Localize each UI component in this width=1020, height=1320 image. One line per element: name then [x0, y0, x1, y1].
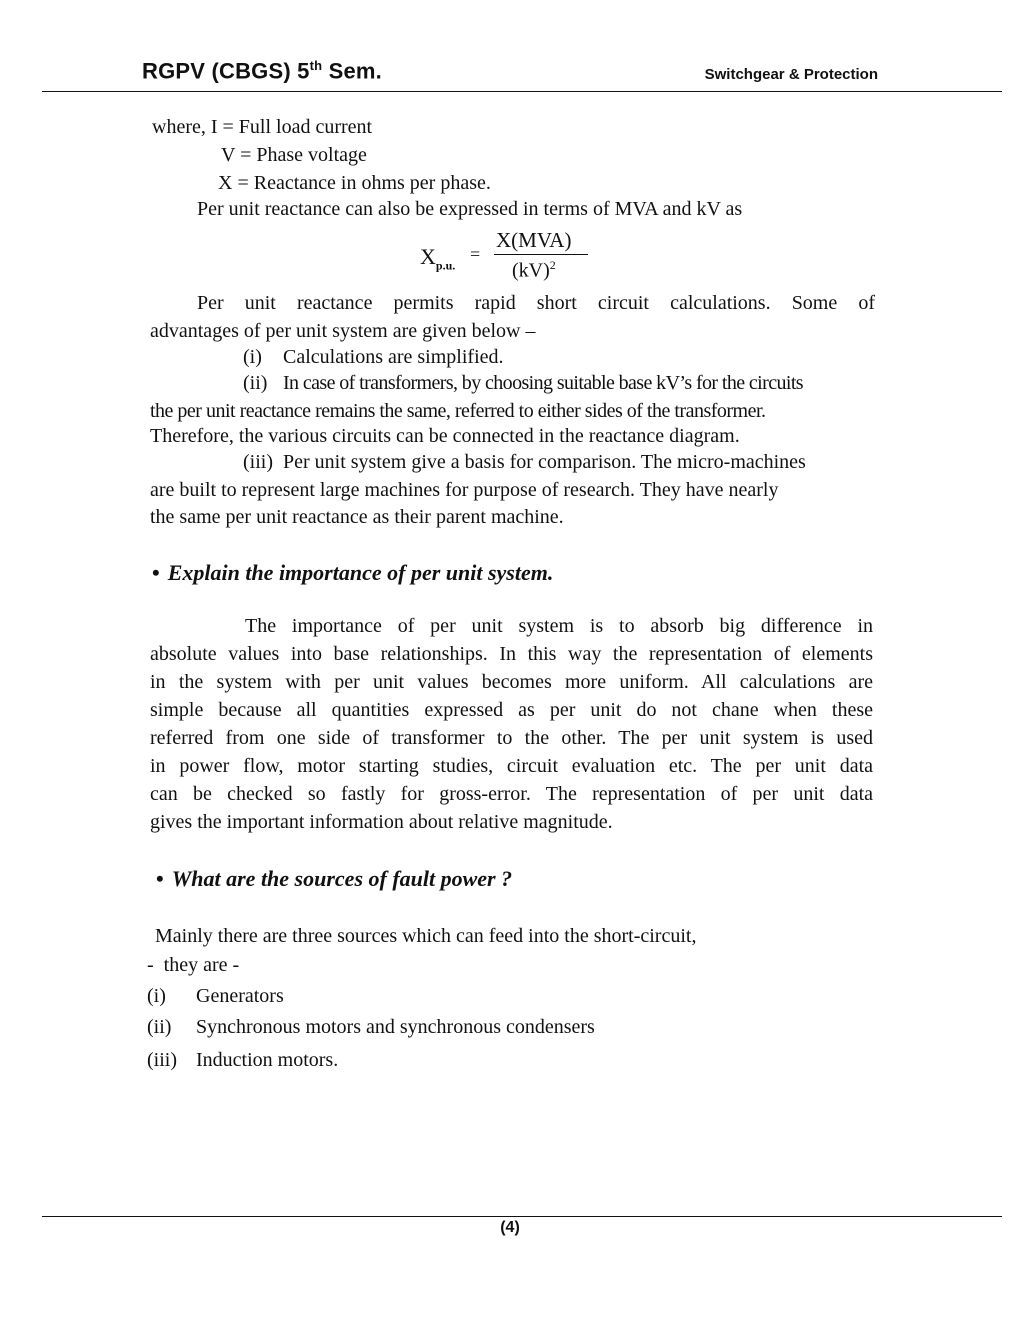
sources-intro-2: - they are -	[147, 954, 240, 976]
formula-lhs-symbol: X	[420, 244, 436, 269]
list-item-i-text: Calculations are simplified.	[283, 346, 504, 368]
formula-denominator	[512, 258, 556, 283]
source-item-3	[147, 1048, 338, 1072]
importance-line-7: can be checked so fastly for gross-error. The representation of per unit data	[150, 783, 873, 805]
section-heading-fault-power-text: What are the sources of fault power ?	[171, 866, 513, 891]
def-line-current: where, I = Full load current	[152, 116, 373, 138]
header-title-main: RGPV (CBGS) 5	[142, 58, 310, 84]
bullet-icon: •	[152, 560, 160, 585]
list-item-iii-label: (iii)	[243, 451, 273, 473]
sources-intro: Mainly there are three sources which can feed into the short-circuit,	[155, 925, 697, 947]
importance-line-1: The importance of per unit system is to absorb big difference in	[245, 615, 873, 637]
para1-line-1: Per unit reactance permits rapid short circuit calculations. Some of	[197, 292, 875, 314]
list-item-ii-line-3: Therefore, the various circuits can be connected in the reactance diagram.	[150, 425, 740, 447]
importance-line-6: in power flow, motor starting studies, circuit evaluation etc. The per unit data	[150, 755, 873, 777]
importance-line-5: referred from one side of transformer to the other. The per unit system is used	[150, 727, 873, 749]
source-item-1-label: (i)	[147, 985, 166, 1007]
list-item-i	[243, 345, 504, 369]
importance-line-2: absolute values into base relationships. In this way the representation of elements	[150, 643, 873, 665]
list-item-i-label: (i)	[243, 346, 262, 368]
per-unit-formula	[420, 228, 620, 288]
header-title-sup: th	[309, 58, 323, 73]
section-heading-importance	[152, 560, 553, 586]
header-title	[142, 58, 382, 84]
list-item-iii-line-2: are built to represent large machines for purpose of research. They have nearly	[150, 479, 779, 501]
source-item-2-text: Synchronous motors and synchronous condensers	[196, 1016, 595, 1038]
importance-line-4: simple because all quantities expressed as per unit do not chane when these	[150, 699, 873, 721]
source-item-3-text: Induction motors.	[196, 1049, 339, 1071]
section-heading-fault-power	[156, 866, 512, 892]
source-item-3-label: (iii)	[147, 1049, 177, 1071]
header-subject: Switchgear & Protection	[704, 66, 878, 83]
def-line-mva: Per unit reactance can also be expressed in terms of MVA and kV as	[197, 198, 743, 220]
section-heading-importance-text: Explain the importance of per unit system.	[167, 560, 554, 585]
header-title-tail: Sem.	[322, 58, 382, 84]
source-item-1	[147, 984, 284, 1008]
list-item-ii-line-2: the per unit reactance remains the same, referred to either sides of the transformer.	[150, 400, 766, 422]
def-line-reactance: X = Reactance in ohms per phase.	[218, 172, 491, 194]
list-item-iii	[243, 450, 806, 474]
formula-fraction-bar	[494, 254, 588, 255]
formula-equals: =	[470, 244, 481, 264]
bullet-icon: •	[156, 866, 164, 891]
source-item-1-text: Generators	[196, 985, 284, 1007]
importance-line-3: in the system with per unit values becomes more uniform. All calculations are	[150, 671, 873, 693]
formula-lhs	[420, 244, 455, 273]
source-item-2	[147, 1015, 595, 1039]
list-item-ii-label: (ii)	[243, 372, 268, 394]
footer-rule	[42, 1216, 1002, 1217]
formula-numerator: X(MVA)	[496, 228, 572, 252]
list-item-ii	[243, 371, 803, 395]
formula-denominator-sup: 2	[549, 258, 556, 272]
list-item-ii-text: In case of transformers, by choosing suitable base kV’s for the circuits	[283, 372, 803, 394]
formula-lhs-sub: p.u.	[435, 258, 456, 273]
list-item-iii-line-3: the same per unit reactance as their parent machine.	[150, 506, 564, 528]
header-rule	[42, 91, 1002, 92]
page-number: (4)	[500, 1219, 520, 1236]
list-item-iii-text: Per unit system give a basis for comparison. The micro-machines	[283, 451, 806, 473]
para1-line-2: advantages of per unit system are given below –	[150, 320, 536, 342]
source-item-2-label: (ii)	[147, 1016, 172, 1038]
importance-line-8: gives the important information about relative magnitude.	[150, 811, 613, 833]
formula-denominator-base: (kV)	[512, 259, 550, 282]
def-line-voltage: V = Phase voltage	[221, 144, 367, 166]
